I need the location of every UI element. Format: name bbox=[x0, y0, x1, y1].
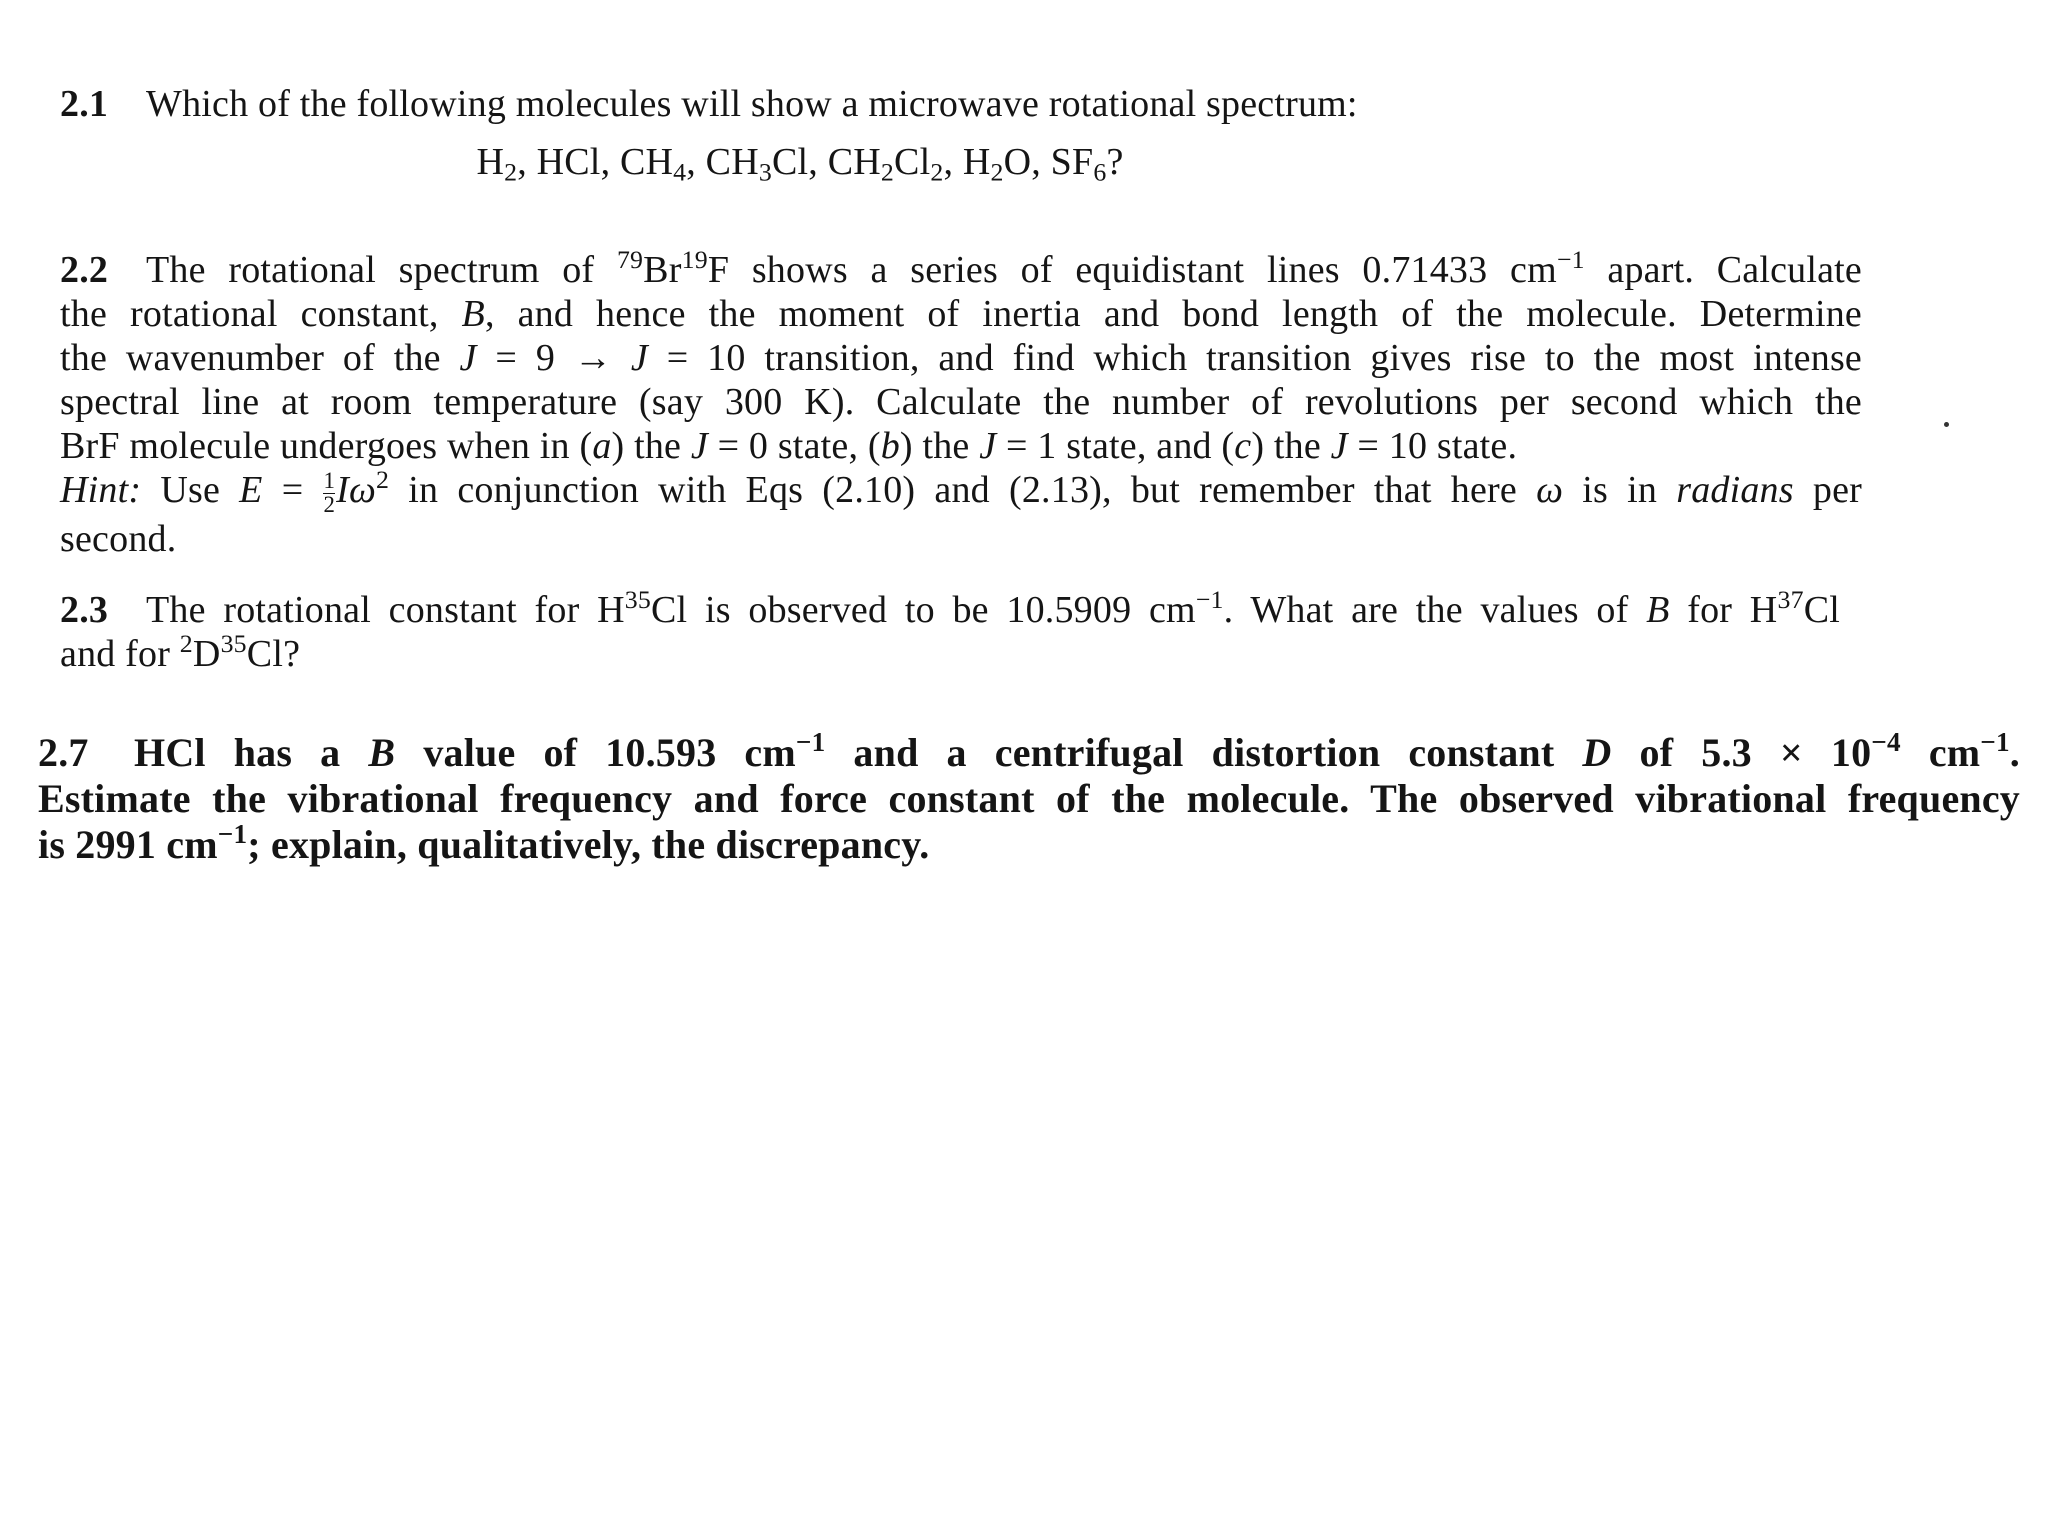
molecule-text: , H bbox=[943, 141, 991, 183]
italic-radians: radians bbox=[1676, 469, 1794, 511]
text-run: the rotational constant, bbox=[60, 293, 462, 335]
problem-2-2-hint-line bbox=[60, 464, 1862, 517]
fraction-denominator: 2 bbox=[323, 491, 336, 517]
isotope-superscript: 35 bbox=[624, 584, 651, 614]
text-run: = 10 transition, and find which transition gives rise to the most intense bbox=[647, 337, 1863, 379]
fraction-one-half bbox=[323, 467, 336, 517]
subscript: 2 bbox=[880, 157, 895, 187]
text-run: is in bbox=[1563, 469, 1677, 511]
problem-number: 2.7 bbox=[38, 730, 89, 775]
molecule-text: Cl, CH bbox=[772, 141, 881, 183]
text-run: = 0 state, ( bbox=[707, 425, 881, 467]
molecule-text: Cl bbox=[894, 141, 931, 183]
text-run: = bbox=[262, 469, 323, 511]
exponent: 2 bbox=[375, 464, 390, 494]
text-run: Cl bbox=[1803, 589, 1840, 631]
text-run: value of 10.593 cm bbox=[395, 730, 796, 775]
text-run: apart. Calculate bbox=[1584, 249, 1862, 291]
text-run: BrF molecule undergoes when in ( bbox=[60, 425, 593, 467]
text-run: Br bbox=[643, 249, 682, 291]
problem-number: 2.1 bbox=[60, 83, 109, 125]
symbol-j: J bbox=[459, 337, 477, 379]
subscript: 2 bbox=[504, 157, 518, 187]
isotope-superscript: 2 bbox=[179, 628, 193, 658]
text-run: . What are the values of bbox=[1223, 589, 1647, 631]
problem-2-2-line-2 bbox=[60, 292, 1862, 336]
text-run: ) the bbox=[899, 425, 980, 467]
text-run: , and hence the moment of inertia and bond length of the molecule. Determine bbox=[484, 293, 1862, 335]
subscript: 2 bbox=[930, 157, 944, 187]
problem-2-2-line-5 bbox=[60, 424, 1862, 468]
molecule-text: H bbox=[476, 141, 505, 183]
text-run: in conjunction with Eqs (2.10) and (2.13), but remember that here bbox=[389, 469, 1537, 511]
molecule-text: , HCl, CH bbox=[517, 141, 674, 183]
problem-2-7-line-1 bbox=[38, 727, 2020, 776]
isotope-superscript: 79 bbox=[616, 244, 644, 274]
problem-2-2-line-7: second. bbox=[60, 517, 177, 560]
label-c: c bbox=[1234, 425, 1252, 467]
exponent: −1 bbox=[1556, 244, 1585, 274]
exponent: −1 bbox=[795, 727, 826, 758]
problem-number: 2.2 bbox=[60, 249, 109, 291]
text-run: F shows a series of equidistant lines 0.71433 cm bbox=[707, 249, 1557, 291]
subscript: 6 bbox=[1093, 157, 1107, 187]
molecule-text: ? bbox=[1106, 141, 1124, 183]
exponent: −1 bbox=[1980, 727, 2010, 758]
subscript: 2 bbox=[990, 157, 1004, 187]
problem-2-3-line-1 bbox=[60, 584, 1840, 632]
text-run: Use bbox=[141, 469, 240, 511]
isotope-superscript: 37 bbox=[1777, 584, 1804, 614]
symbol-j: J bbox=[979, 425, 997, 467]
text-run: HCl has a bbox=[134, 730, 369, 775]
problem-2-1 bbox=[60, 82, 1480, 187]
symbol-b: B bbox=[368, 730, 396, 775]
symbol-b: B bbox=[461, 293, 485, 335]
exponent: −1 bbox=[1195, 584, 1224, 614]
subscript: 3 bbox=[758, 157, 772, 187]
text-run: ; explain, qualitatively, the discrepancy. bbox=[247, 822, 930, 867]
text-run: and a centrifugal distortion constant bbox=[825, 730, 1583, 775]
exponent: −1 bbox=[217, 819, 248, 850]
text-run: per bbox=[1793, 469, 1862, 511]
problem-2-2-line-4: spectral line at room temperature (say 300 K). Calculate the number of revolutions per second which the bbox=[60, 381, 1862, 423]
problem-2-3 bbox=[60, 584, 1840, 676]
text-run: and for bbox=[60, 633, 180, 675]
stray-dot-mark bbox=[1944, 422, 1949, 427]
text-run: the wavenumber of the bbox=[60, 337, 460, 379]
text-run: . bbox=[2009, 730, 2020, 775]
hint-label: Hint: bbox=[60, 469, 142, 511]
text-run: = 10 state. bbox=[1347, 425, 1518, 467]
subscript: 4 bbox=[673, 157, 687, 187]
symbol-i-omega: Iω bbox=[336, 469, 376, 511]
label-b: b bbox=[880, 425, 900, 467]
isotope-superscript: 19 bbox=[681, 244, 708, 274]
symbol-b: B bbox=[1646, 589, 1670, 631]
problem-2-2-line-3 bbox=[60, 336, 1862, 380]
symbol-d: D bbox=[1582, 730, 1612, 775]
text-run: is 2991 cm bbox=[38, 822, 218, 867]
text-run: = 9 → bbox=[476, 337, 631, 379]
molecule-text: O, SF bbox=[1003, 141, 1094, 183]
problem-2-2 bbox=[60, 244, 1863, 561]
text-run: ) the bbox=[1251, 425, 1331, 467]
text-run: ) the bbox=[611, 425, 691, 467]
question-text: Which of the following molecules will show a microwave rotational spectrum: bbox=[146, 83, 1358, 125]
problem-number: 2.3 bbox=[60, 589, 109, 631]
text-run: The rotational constant for H bbox=[146, 589, 625, 631]
molecule-list bbox=[60, 140, 1480, 187]
problem-2-3-line-2 bbox=[60, 628, 1840, 676]
text-run: Cl? bbox=[246, 633, 301, 675]
text-run: cm bbox=[1900, 730, 1981, 775]
problem-2-2-line-1 bbox=[60, 244, 1862, 292]
label-a: a bbox=[592, 425, 612, 467]
symbol-j: J bbox=[690, 425, 708, 467]
text-run: for H bbox=[1669, 589, 1778, 631]
molecule-text: , CH bbox=[686, 141, 759, 183]
text-run: = 1 state, and ( bbox=[996, 425, 1235, 467]
fraction-numerator: 1 bbox=[323, 467, 336, 493]
isotope-superscript: 35 bbox=[220, 628, 247, 658]
symbol-j: J bbox=[1330, 425, 1348, 467]
text-run: D bbox=[192, 633, 221, 675]
text-run: of 5.3 × 10 bbox=[1611, 730, 1872, 775]
symbol-e: E bbox=[239, 469, 263, 511]
problem-2-7 bbox=[38, 727, 2020, 868]
problem-2-1-question-line bbox=[60, 82, 1480, 126]
text-run: Cl is observed to be 10.5909 cm bbox=[651, 589, 1196, 631]
symbol-omega: ω bbox=[1536, 469, 1564, 511]
exponent: −4 bbox=[1871, 727, 1901, 758]
text-run: The rotational spectrum of bbox=[146, 249, 617, 291]
problem-2-7-line-2: Estimate the vibrational frequency and force constant of the molecule. The observed vibrational frequency bbox=[38, 776, 2020, 821]
symbol-j: J bbox=[630, 337, 648, 379]
problem-2-7-line-3 bbox=[38, 819, 2020, 868]
